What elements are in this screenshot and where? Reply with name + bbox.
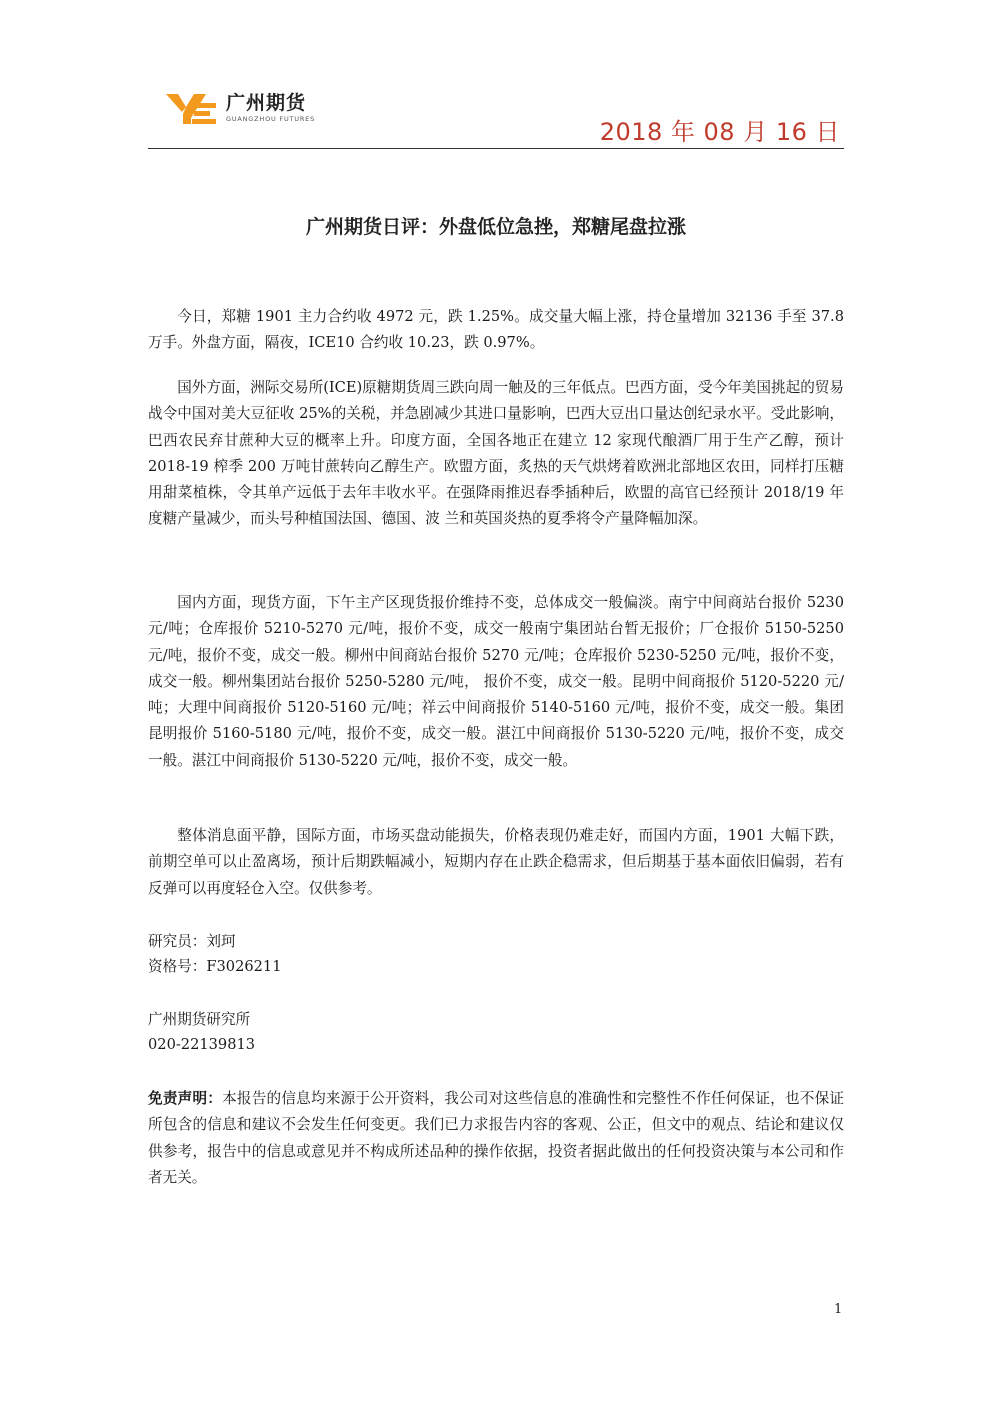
- report-date: 2018 年 08 月 16 日: [599, 118, 840, 146]
- logo-english-name: GUANGZHOU FUTURES: [226, 115, 315, 123]
- disclaimer: [148, 1086, 844, 1191]
- report-title: 广州期货日评：外盘低位急挫，郑糖尾盘拉涨: [305, 216, 686, 238]
- paragraph-domestic-spot: 国内方面，现货方面，下午主产区现货报价维持不变，总体成交一般偏淡。南宁中间商站台报价 5230 元/吨；仓库报价 5210-5270 元/吨，报价不变，成交一般南宁集团站台暂无报价；厂仓报价 5150-5250 元/吨，报价不变，成交一般。柳州中间商站台报价 5270 元/吨；仓库报价 5230-5250 元/吨，报价不变，成交一般。柳州集团站台报价 5250-5280 元/吨， 报价不变，成交一般。昆明中间商报价 5120-5220 元/吨；大理中间商报价 5120-5160 元/吨；祥云中间商报价 5140-5160 元/吨，报价不变，成交一般。集团昆明报价 5160-5180 元/吨，报价不变，成交一般。湛江中间商报价 5130-5220 元/吨，报价不变，成交一般。湛江中间商报价 5130-5220 元/吨，报价不变，成交一般。: [148, 594, 844, 769]
- page-header: [148, 86, 844, 149]
- paragraph-outlook: 整体消息面平静，国际方面，市场买盘动能损失，价格表现仍难走好，而国内方面，1901 大幅下跌，前期空单可以止盈离场，预计后期跌幅减小，短期内存在止跌企稳需求，但后期基于基本面依旧偏弱，若有反弹可以再度轻仓入空。仅供参考。: [148, 827, 844, 897]
- phone-number: 020-22139813: [148, 1036, 256, 1053]
- paragraph-international: 国外方面，洲际交易所(ICE)原糖期货周三跌向周一触及的三年低点。巴西方面，受今年美国挑起的贸易战令中国对美大豆征收 25%的关税，并急剧减少其进口量影响，巴西大豆出口量达创纪录水平。受此影响，巴西农民弃甘蔗种大豆的概率上升。印度方面，全国各地正在建立 12 家现代酿酒厂用于生产乙醇，预计 2018-19 榨季 200 万吨甘蔗转向乙醇生产。欧盟方面，炙热的天气烘烤着欧洲北部地区农田，同样打压糖用甜菜植株，令其单产远低于去年丰收水平。在强降雨推迟春季插种后，欧盟的高官已经预计 2018/19 年度糖产量减少，而头号种植国法国、德国、波 兰和英国炎热的夏季将令产量降幅加深。: [148, 379, 844, 528]
- company-logo: [166, 92, 315, 126]
- research-institute: 广州期货研究所: [148, 1011, 251, 1028]
- disclaimer-text: 本报告的信息均来源于公开资料，我公司对这些信息的准确性和完整性不作任何保证，也不保证所包含的信息和建议不会发生任何变更。我们已力求报告内容的客观、公正，但文中的观点、结论和建议仅供参考，报告中的信息或意见并不构成所述品种的操作依据，投资者据此做出的任何投资决策与本公司和作者无关。: [148, 1090, 844, 1186]
- disclaimer-label: 免责声明：: [148, 1090, 223, 1107]
- certificate-number: 资格号：F3026211: [148, 958, 282, 975]
- logo-chinese-name: 广州期货: [226, 92, 307, 114]
- researcher-name: 研究员：刘珂: [148, 933, 236, 950]
- ye-logo-icon: [166, 92, 218, 126]
- paragraph-market-summary: 今日，郑糖 1901 主力合约收 4972 元，跌 1.25%。成交量大幅上涨，持仓量增加 32136 手至 37.8 万手。外盘方面，隔夜，ICE10 合约收 10.23，跌 0.97%。: [148, 308, 844, 352]
- page-number: 1: [834, 1302, 843, 1317]
